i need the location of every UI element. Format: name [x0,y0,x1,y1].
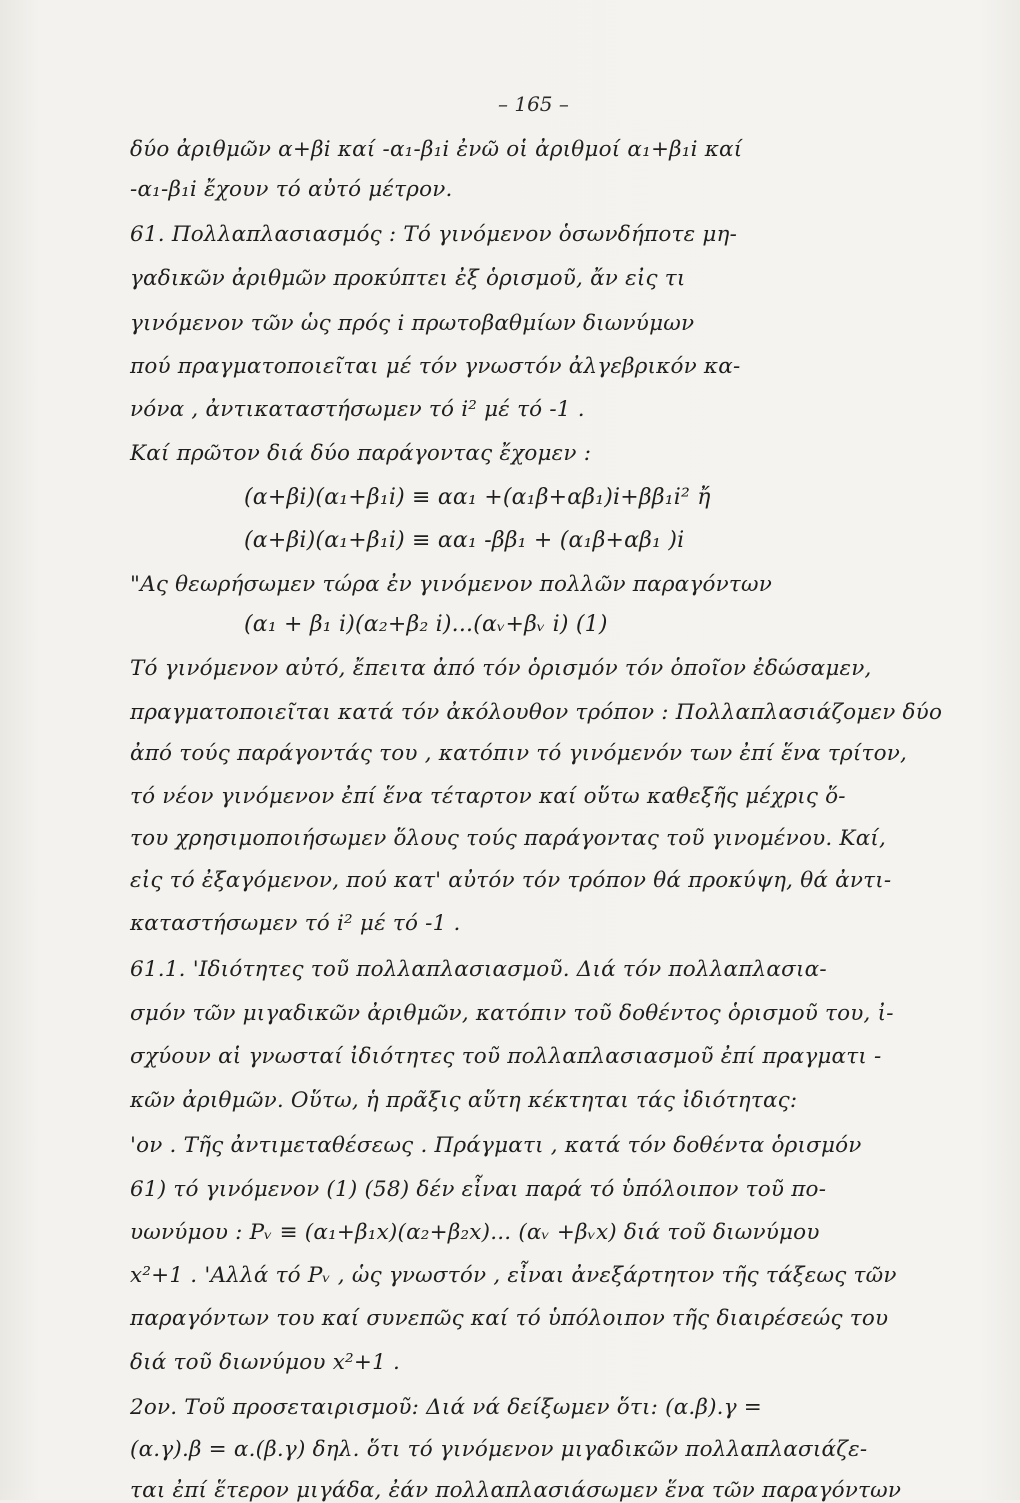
property-heading-2: 2ον. Τοῦ προσεταιρισμοῦ: Διά νά δείξωμεν ὅτι: (α.β).γ = [130,1395,763,1420]
text-line: Τό γινόμενον αὐτό, ἔπειτα ἀπό τόν ὁρισμόν τόν ὁποῖον ἐδώσαμεν, [130,656,872,681]
text-line: καταστήσωμεν τό i² μέ τό -1 . [130,911,461,936]
text-line: εἰς τό ἐξαγόμενον, πού κατ' αὐτόν τόν τρόπον θά προκύψη, θά ἀντι- [130,868,892,893]
text-line: ται ἐπί ἕτερον μιγάδα, ἐάν πολλαπλασιάσωμεν ἕνα τῶν παραγόντων [130,1478,902,1503]
text-line: (α.γ).β = α.(β.γ) δηλ. ὅτι τό γινόμενον μιγαδικῶν πολλαπλασιάζε- [130,1437,868,1462]
section-heading-61: 61. Πολλαπλασιασμός : Τό γινόμενον ὁσωνδήποτε μη- [130,222,738,247]
text-line: διά τοῦ διωνύμου x²+1 . [130,1350,401,1375]
text-line: πού πραγματοποιεῖται μέ τόν γνωστόν ἀλγεβρικόν κα- [130,354,741,379]
text-line: κῶν ἀριθμῶν. Οὕτω, ἡ πρᾶξις αὕτη κέκτηται τάς ἰδιότητας: [130,1088,798,1113]
text-line: ἀπό τούς παράγοντάς του , κατόπιν τό γινόμενόν των ἐπί ἕνα τρίτον, [130,741,908,766]
text-line: γινόμενον τῶν ὡς πρός i πρωτοβαθμίων διωνύμων [130,311,695,336]
text-line: -α₁-β₁i ἔχουν τό αὐτό μέτρον. [130,177,453,202]
property-heading-1: 'ον . Τῆς ἀντιμεταθέσεως . Πράγματι , κατά τόν δοθέντα ὁρισμόν [130,1133,862,1158]
formula-line: (α+βi)(α₁+β₁i) ≡ αα₁ +(α₁β+αβ₁)i+ββ₁i² ἤ [244,485,711,510]
text-line: Καί πρῶτον διά δύο παράγοντας ἔχομεν : [130,441,592,466]
text-line: γαδικῶν ἀριθμῶν προκύπτει ἐξ ὁρισμοῦ, ἄν εἰς τι [130,266,686,291]
text-line: παραγόντων του καί συνεπῶς καί τό ὑπόλοιπον τῆς διαιρέσεώς του [130,1306,889,1331]
text-line: του χρησιμοποιήσωμεν ὅλους τούς παράγοντας τοῦ γινομένου. Καί, [130,826,887,851]
text-line: σχύουν αἱ γνωσταί ἰδιότητες τοῦ πολλαπλασιασμοῦ ἐπί πραγματι - [130,1044,882,1069]
section-heading-61-1: 61.1. 'Ιδιότητες τοῦ πολλαπλασιασμοῦ. Διά τόν πολλαπλασια- [130,957,827,982]
formula-line: (α+βi)(α₁+β₁i) ≡ αα₁ -ββ₁ + (α₁β+αβ₁ )i [244,528,685,553]
text-line: σμόν τῶν μιγαδικῶν ἀριθμῶν, κατόπιν τοῦ δοθέντος ὁρισμοῦ του, ἰ- [130,1001,894,1026]
text-line: πραγματοποιεῖται κατά τόν ἀκόλουθον τρόπον : Πολλαπλασιάζομεν δύο [130,700,943,725]
text-line: "Ας θεωρήσωμεν τώρα ἐν γινόμενον πολλῶν παραγόντων [130,572,772,597]
page-number: – 165 – [498,92,569,116]
text-line: υωνύμου : Pᵥ ≡ (α₁+β₁x)(α₂+β₂x)... (αᵥ +βᵥx) διά τοῦ διωνύμου [130,1220,820,1245]
formula-line-1: (α₁ + β₁ i)(α₂+β₂ i)...(αᵥ+βᵥ i) (1) [244,612,608,637]
text-line: δύο ἀριθμῶν α+βi καί -α₁-β₁i ἐνῶ οἱ ἀριθμοί α₁+β₁i καί [130,137,743,162]
text-line: νόνα , ἀντικαταστήσωμεν τό i² μέ τό -1 . [130,397,585,422]
text-line: 61) τό γινόμενον (1) (58) δέν εἶναι παρά τό ὑπόλοιπον τοῦ πο- [130,1177,827,1202]
text-line: τό νέον γινόμενον ἐπί ἕνα τέταρτον καί οὕτω καθεξῆς μέχρις ὅ- [130,784,846,809]
text-line: x²+1 . 'Αλλά τό Pᵥ , ὡς γνωστόν , εἶναι ἀνεξάρτητον τῆς τάξεως τῶν [130,1263,897,1288]
